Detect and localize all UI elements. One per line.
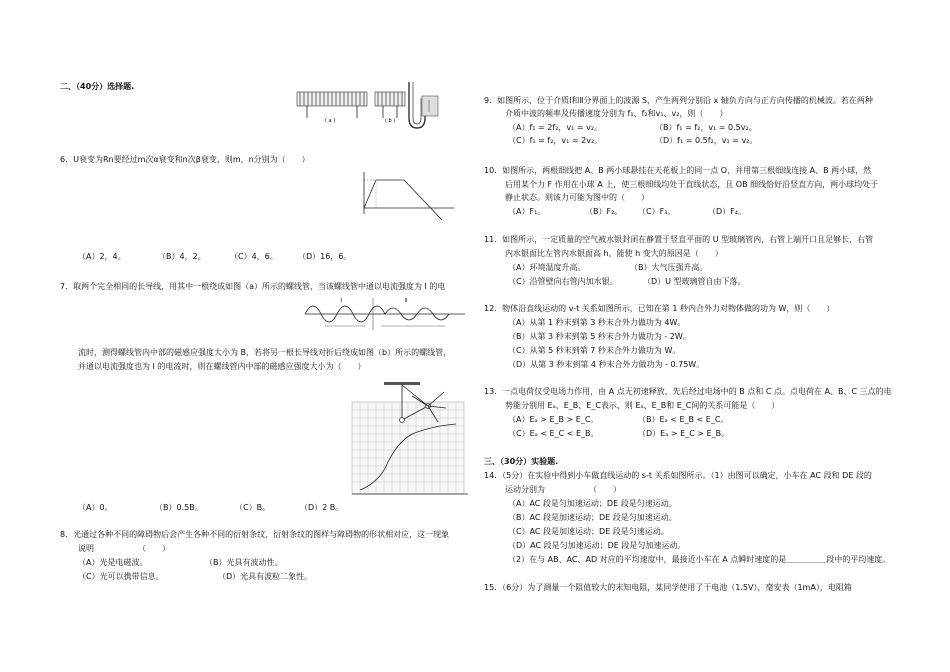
q6-option-d: （D）16，6。 xyxy=(298,252,352,261)
fig-label-b: ( b ) xyxy=(385,118,396,124)
q7-stem-line1: 7．取两个完全相同的长导线，用其中一根绕成如图（a）所示的螺线管，当该螺线管中通以电流强度为 I 的电 xyxy=(60,282,446,291)
q9-option-a: （A）f₁ = 2f₂，v₁ = v₂。 xyxy=(508,123,603,132)
u-tube-figure xyxy=(409,82,438,128)
solenoid-b xyxy=(375,92,405,118)
wave-label-1: Ⅰ xyxy=(341,298,343,304)
q6-figure-graph xyxy=(358,172,458,222)
q9-stem-line2: 介质中波的频率及传播速度分别为 f₁、f₂和v₁、v₂，则（ ） xyxy=(505,109,728,118)
q14-stem-line1: 14．（5分）在实验中得到小车做直线运动的 s-t 关系如图所示。（1）由图可以确定，小车在 AC 段和 DE 段的 xyxy=(484,471,872,480)
q13-option-a: （A）Eₐ > E_B > E_C。 xyxy=(508,415,599,424)
q14-option-b: （B）AC 段是加速运动；DE 段是匀加速运动。 xyxy=(508,513,677,522)
ceiling xyxy=(384,382,420,385)
q6-stem: 6．U衰变为Rn要经过m次α衰变和n次β衰变，则m，n分别为（ ） xyxy=(60,155,310,164)
ball-b xyxy=(400,418,405,423)
q6-option-a: （A）2，4。 xyxy=(78,252,126,261)
q7-option-b: （B）0.5B。 xyxy=(155,503,203,512)
q10-q13-figure xyxy=(352,382,470,494)
q12-stem: 12．物体沿直线运动的 v-t 关系如图所示，已知在第 1 秒内合外力对物体做的功为 W，则（ ） xyxy=(484,304,835,313)
fig-label-a: ( a ) xyxy=(325,118,336,124)
section-2-title: 二、（40分）选择题. xyxy=(60,82,135,91)
q7-stem-line3: 并通以电流强度也为 I 的电流时，则在螺线管内中部的磁感应强度大小为（ ） xyxy=(78,362,366,371)
q8-option-a: （A）光是电磁波。 xyxy=(78,558,148,567)
q9-option-d: （D）f₁ = 0.5f₂，v₁ = v₂。 xyxy=(655,136,758,145)
q6-option-b: （B）4，2。 xyxy=(158,252,206,261)
q11-option-b: （B）大气压强升高。 xyxy=(630,263,708,272)
q12-option-b: （B）从第 3 秒末到第 5 秒末合外力做功为 - 2W。 xyxy=(508,332,691,341)
q14-part2: （2）在与 AB、AC、AD 对应的平均速度中，最接近小车在 A 点瞬时速度的是＿＿＿＿＿段中的平均速度。 xyxy=(508,555,891,564)
q8-stem-line1: 8．光通过各种不同的障碍物后会产生各种不同的衍射条纹，衍射条纹的图样与障碍物的形状相对应，这一现象 xyxy=(60,530,450,539)
q11-option-c: （C）沿管壁向右管内加水银。 xyxy=(508,277,618,286)
q11-option-d: （D）U 型玻璃管自由下落。 xyxy=(643,277,746,286)
q7-option-a: （A）0。 xyxy=(78,503,113,512)
q6-option-c: （C）4，6。 xyxy=(230,252,278,261)
q9-stem-line1: 9．如图所示，位于介质Ⅰ和Ⅱ分界面上的波源 S，产生两列分别沿 x 轴负方向与正方向传播的机械波。若在两种 xyxy=(484,96,873,105)
q13-option-d: （D）Eₐ > E_C > E_B。 xyxy=(638,429,730,438)
q11-stem-line1: 11．如图所示，一定质量的空气被水银封闭在静置于竖直平面的 U 型玻璃管内，右管上端开口且足够长，右管 xyxy=(484,235,874,244)
q10-option-b: （B）F₂。 xyxy=(585,207,623,216)
q8-option-d: （D）光具有波粒二象性。 xyxy=(218,572,313,581)
q10-stem-line1: 10．如图所示，两根细线把 A、B 两小球悬挂在天花板上的同一点 O，并用第三根细线连接 A、B 两小球，然 xyxy=(484,166,872,175)
q8-option-b: （B）光具有波动性。 xyxy=(205,558,283,567)
q14-option-d: （D）AC 段是匀加速运动；DE 段是匀加速运动。 xyxy=(508,541,686,550)
q11-option-a: （A）环境温度升高。 xyxy=(508,263,586,272)
q7-stem-line2: 流时，测得螺线管内中部的磁感应强度大小为 B，若将另一根长导线对折后绕成如图（b）所示的螺线管， xyxy=(78,348,452,357)
q12-option-c: （C）从第 5 秒末到第 7 秒末合外力做功为 W。 xyxy=(508,346,681,355)
q10-stem-line3: 静止状态。则该力可能为图中的（ ） xyxy=(505,193,649,202)
q13-option-b: （B）Eₐ < E_B < E_C。 xyxy=(638,415,729,424)
graph-line xyxy=(364,180,442,220)
wave-label-2: Ⅱ xyxy=(405,298,408,304)
q13-stem-line1: 13．一点电荷仅受电场力作用，由 A 点无初速释放，先后经过电场中的 B 点和 C 点。点电荷在 A、B、C 三点的电 xyxy=(484,387,892,396)
q10-option-a: （A）F₁。 xyxy=(508,207,546,216)
q11-stem-line2: 内水银面比左管内水银面高 h，能使 h 变大的原因是（ ） xyxy=(505,249,723,258)
q9-option-c: （C）f₁ = f₂，v₁ = 2v₂。 xyxy=(508,136,603,145)
q12-option-a: （A）从第 1 秒末到第 3 秒末合外力做功为 4W。 xyxy=(508,318,686,327)
section-3-title: 三、（30分）实验题. xyxy=(484,457,559,466)
q13-option-c: （C）Eₐ < E_C < E_B。 xyxy=(508,429,599,438)
q9-figure-wave xyxy=(305,296,465,332)
q10-stem-line2: 后用某个力 F 作用在小球 A 上，使三根细线均处于直线状态，且 OB 细线恰好沿竖直方向，两小球均处于 xyxy=(505,180,879,189)
q7-figure-solenoids xyxy=(297,82,447,132)
q12-option-d: （D）从第 3 秒末到第 4 秒末合外力做功为 - 0.75W。 xyxy=(508,360,705,369)
q15-stem: 15．（6分）为了测量一个阻值较大的末知电阻，某同学使用了干电池（1.5V），毫安表（1mA），电阻箱 xyxy=(484,583,852,592)
q10-option-d: （D）F₄。 xyxy=(708,207,746,216)
q13-stem-line2: 势能分别用 Eₐ、E_B、E_C表示，则 Eₐ、E_B和 E_C间的关系可能是（ ） xyxy=(505,401,780,410)
solenoid-a xyxy=(297,92,367,118)
q14-option-a: （A）AC 段是匀加速运动；DE 段是匀速运动。 xyxy=(508,499,677,508)
q14-stem-line2: 运动分别为 （ ） xyxy=(505,485,621,494)
q9-option-b: （B）f₁ = f₂，v₁ = 0.5v₂。 xyxy=(655,123,757,132)
q10-option-c: （C）F₃。 xyxy=(638,207,676,216)
q7-option-c: （C）B。 xyxy=(235,503,271,512)
q7-option-d: （D）2 B。 xyxy=(300,503,344,512)
q8-option-c: （C）光可以携带信息。 xyxy=(78,572,164,581)
q8-stem-line2: 说明 （ ） xyxy=(78,544,170,553)
q14-option-c: （C）AC 段是加速运动；DE 段是匀速运动。 xyxy=(508,527,669,536)
